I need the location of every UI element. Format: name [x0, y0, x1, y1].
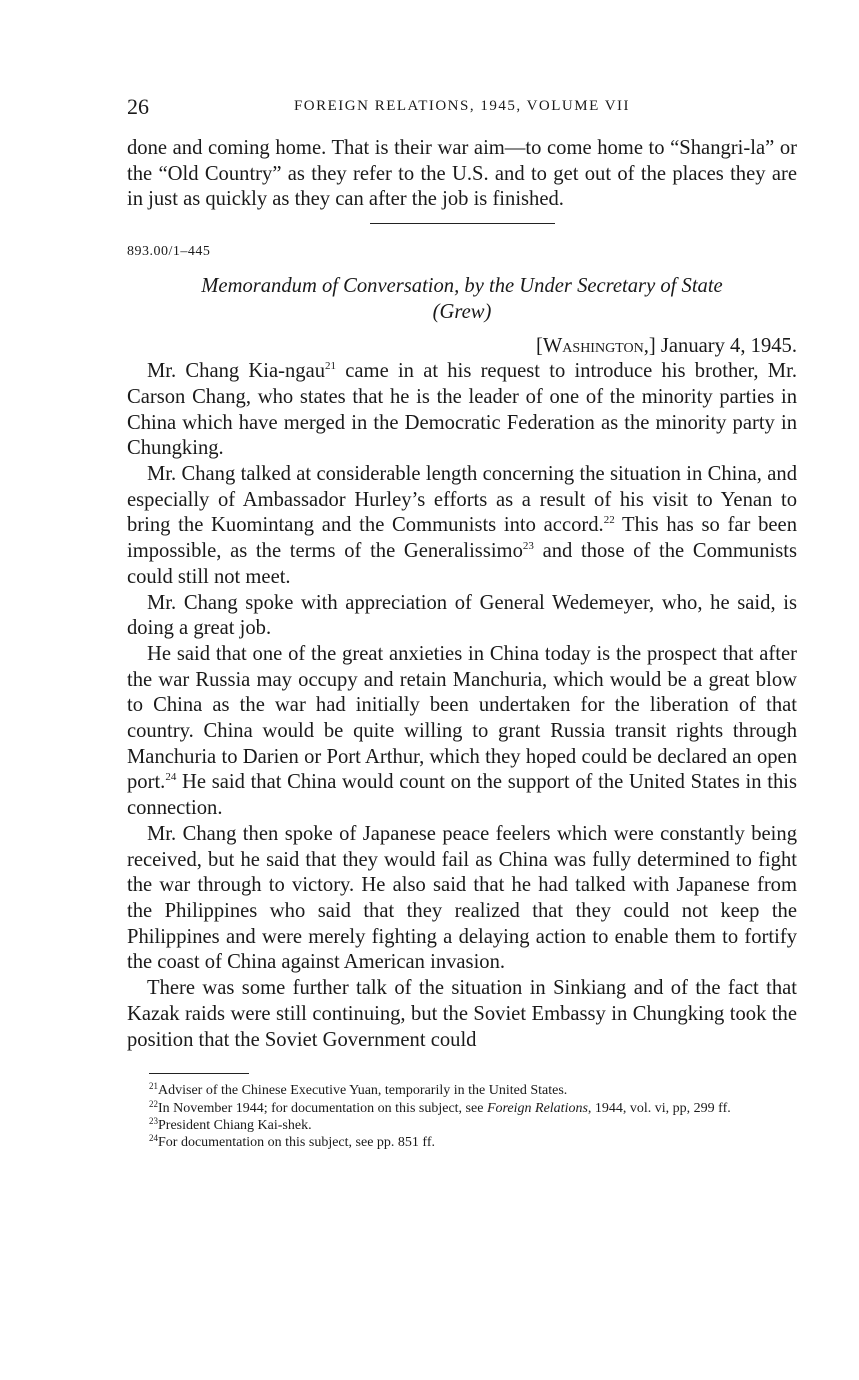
document-page [127, 94, 797, 1151]
footnote-text: For documentation on this subject, see pp. 851 ff. [158, 1135, 435, 1151]
body-text: He said that one of the great anxieties in China today is the prospect that after the war Russia may occupy and retain Manchuria, which would be a great blow to China as the war had initially been undertaken for the liberation of that country. China would be quite willing to grant Russia transit rights through Manchuria to Darien or Port Arthur, which they hoped could be declared an open port. [127, 642, 797, 794]
body-text: and those of the Communists could still not meet. [127, 540, 797, 588]
footnotes [127, 1082, 797, 1151]
footnote-text: Adviser of the Chinese Executive Yuan, temporarily in the United States. [158, 1083, 568, 1099]
body-paragraph-3: Mr. Chang spoke with appreciation of General Wedemeyer, who, he said, is doing a great job. [127, 591, 797, 640]
footnote-number: 22 [149, 1098, 158, 1109]
footnote-text: In November 1944; for documentation on this subject, see [158, 1100, 487, 1116]
document-title-line-1: Memorandum of Conversation, by the Under Secretary of State [201, 275, 723, 298]
dateline-place: [Washington,] [536, 334, 656, 357]
body-text: He said that China would count on the support of the United States in this connection. [127, 771, 797, 820]
footnote-ref-21: 21 [325, 360, 337, 373]
footnote-number: 23 [149, 1115, 158, 1126]
footnote-21 [127, 1082, 797, 1099]
footnote-24 [127, 1134, 797, 1151]
body-text: Mr. Chang Kia-ngau [147, 360, 326, 383]
document-title [127, 274, 797, 325]
body-paragraph-4 [127, 642, 797, 822]
body-paragraph-2 [127, 462, 797, 591]
footnote-text: , 1944, vol. vi, pp, 299 ff. [587, 1100, 731, 1116]
footnote-citation-title: Foreign Relations [486, 1100, 588, 1116]
page-number: 26 [127, 94, 149, 119]
footnote-22 [127, 1100, 797, 1117]
body-text: Mr. Chang talked at considerable length concerning the situation in China, and especially of Ambassador Hurley’s efforts as a result of his visit to Yenan to bring the Kuomintang and the Communists into accord. [127, 463, 797, 537]
body-paragraph-6: There was some further talk of the situation in Sinkiang and of the fact that Kazak raids were still continuing, but the Soviet Embassy in Chungking took the position that the Soviet Government could [127, 977, 797, 1051]
footnote-ref-22: 22 [603, 514, 615, 527]
footnote-number: 24 [149, 1133, 158, 1144]
document-file-number: 893.00/1–445 [127, 244, 211, 260]
footnote-number: 21 [149, 1081, 158, 1092]
footnote-ref-24: 24 [165, 771, 177, 784]
dateline-date: January 4, 1945. [655, 334, 797, 357]
body-paragraph-1 [127, 359, 797, 462]
document-title-line-2: (Grew) [432, 300, 492, 323]
body-text: This has so far been impossible, as the terms of the Generalissimo [127, 514, 797, 563]
body-paragraph-5: Mr. Chang then spoke of Japanese peace feelers which were constantly being received, but he said that they would fail as China was fully determined to fight the war through to victory. He also said that he had talked with Japanese from the Philippines who said that they realized that they could not keep the Philippines and were merely fighting a delaying action to enable them to fortify the coast of China against American invasion. [127, 822, 797, 974]
body-text: came in at his request to introduce his brother, Mr. Carson Chang, who states that he is the leader of one of the minority parties in China which have merged in the Democratic Federation as the minority party in Chungking. [127, 360, 797, 460]
running-head: FOREIGN RELATIONS, 1945, VOLUME VII [293, 98, 631, 114]
page-header [127, 94, 797, 124]
intro-paragraph: done and coming home. That is their war aim—to come home to “Shangri-la” or the “Old Country” as they refer to the U.S. and to get out of the places they are in just as quickly as they can after the job is finished. [127, 137, 797, 211]
footnote-23 [127, 1117, 797, 1134]
footnote-rule [149, 1073, 249, 1074]
footnote-text: President Chiang Kai-shek. [158, 1117, 312, 1133]
footnote-ref-23: 23 [522, 540, 534, 553]
section-divider [370, 223, 555, 224]
dateline [127, 334, 797, 360]
